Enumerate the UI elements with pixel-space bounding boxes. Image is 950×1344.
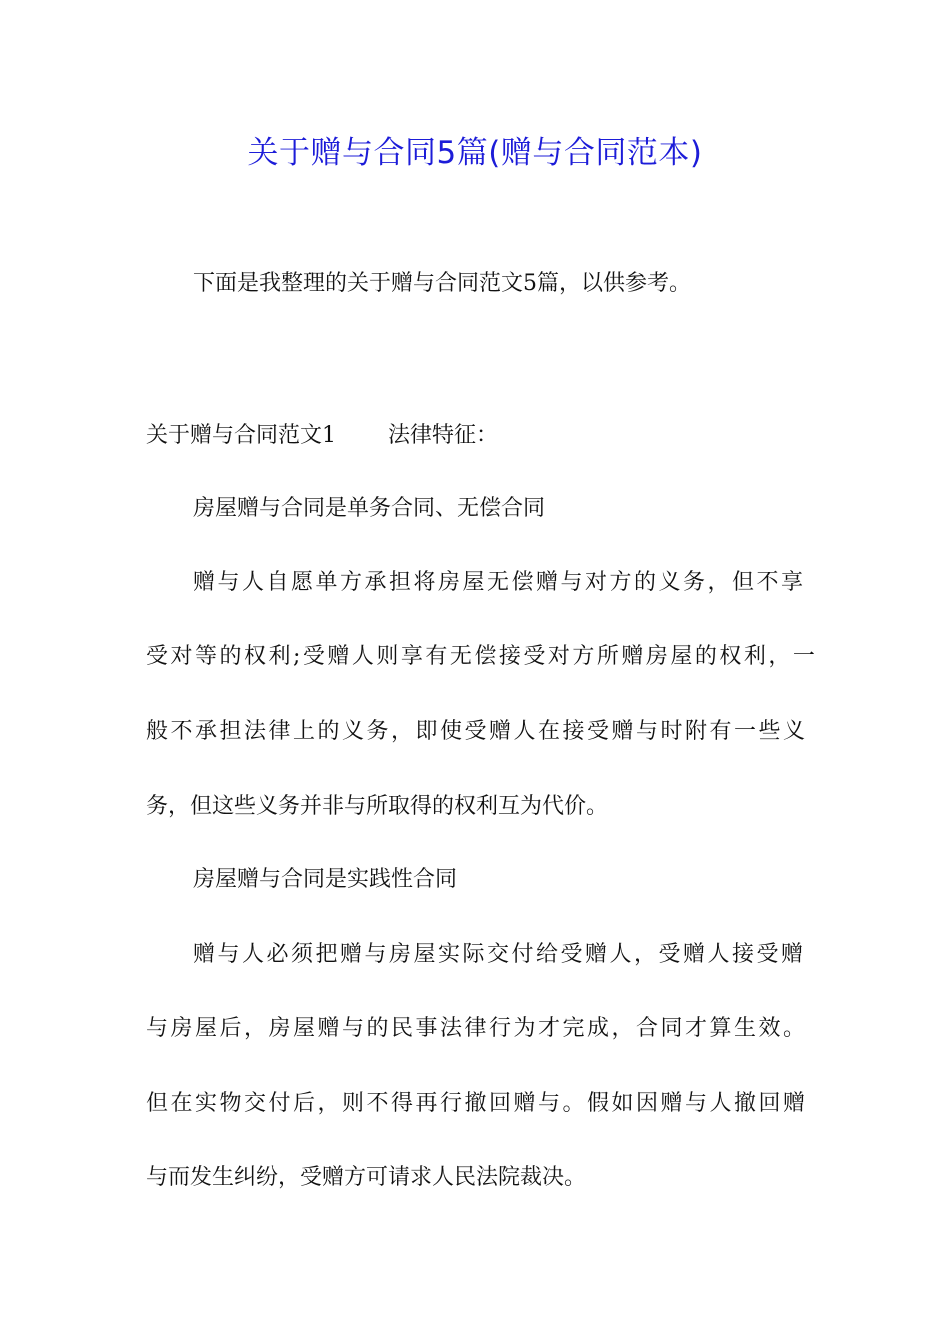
paragraph-line: 务，但这些义务并非与所取得的权利互为代价。 [146,794,609,819]
paragraph-line: 受对等的权利;受赠人则享有无偿接受对方所赠房屋的权利，一 [146,644,818,669]
section-heading-row [146,420,498,452]
paragraph-line: 赠与人自愿单方承担将房屋无偿赠与对方的义务，但不享 [193,570,806,595]
document-title: 关于赠与合同5篇(赠与合同范本) [247,135,703,171]
section-subheading: 法律特征： [388,423,499,448]
paragraph-line: 赠与人必须把赠与房屋实际交付给受赠人，受赠人接受赠 [193,942,806,967]
paragraph-line: 房屋赠与合同是实践性合同 [193,867,458,892]
paragraph-line: 但在实物交付后，则不得再行撤回赠与。假如因赠与人撤回赠 [146,1091,808,1116]
paragraph-line: 与房屋后，房屋赠与的民事法律行为才完成，合同才算生效。 [146,1016,808,1041]
section-heading: 关于赠与合同范文1 [146,423,336,448]
paragraph-line: 与而发生纠纷，受赠方可请求人民法院裁决。 [146,1165,587,1190]
intro-paragraph: 下面是我整理的关于赠与合同范文5篇，以供参考。 [193,271,691,296]
paragraph-line: 般不承担法律上的义务，即使受赠人在接受赠与时附有一些义 [146,719,808,744]
paragraph-line: 房屋赠与合同是单务合同、无偿合同 [193,496,546,521]
